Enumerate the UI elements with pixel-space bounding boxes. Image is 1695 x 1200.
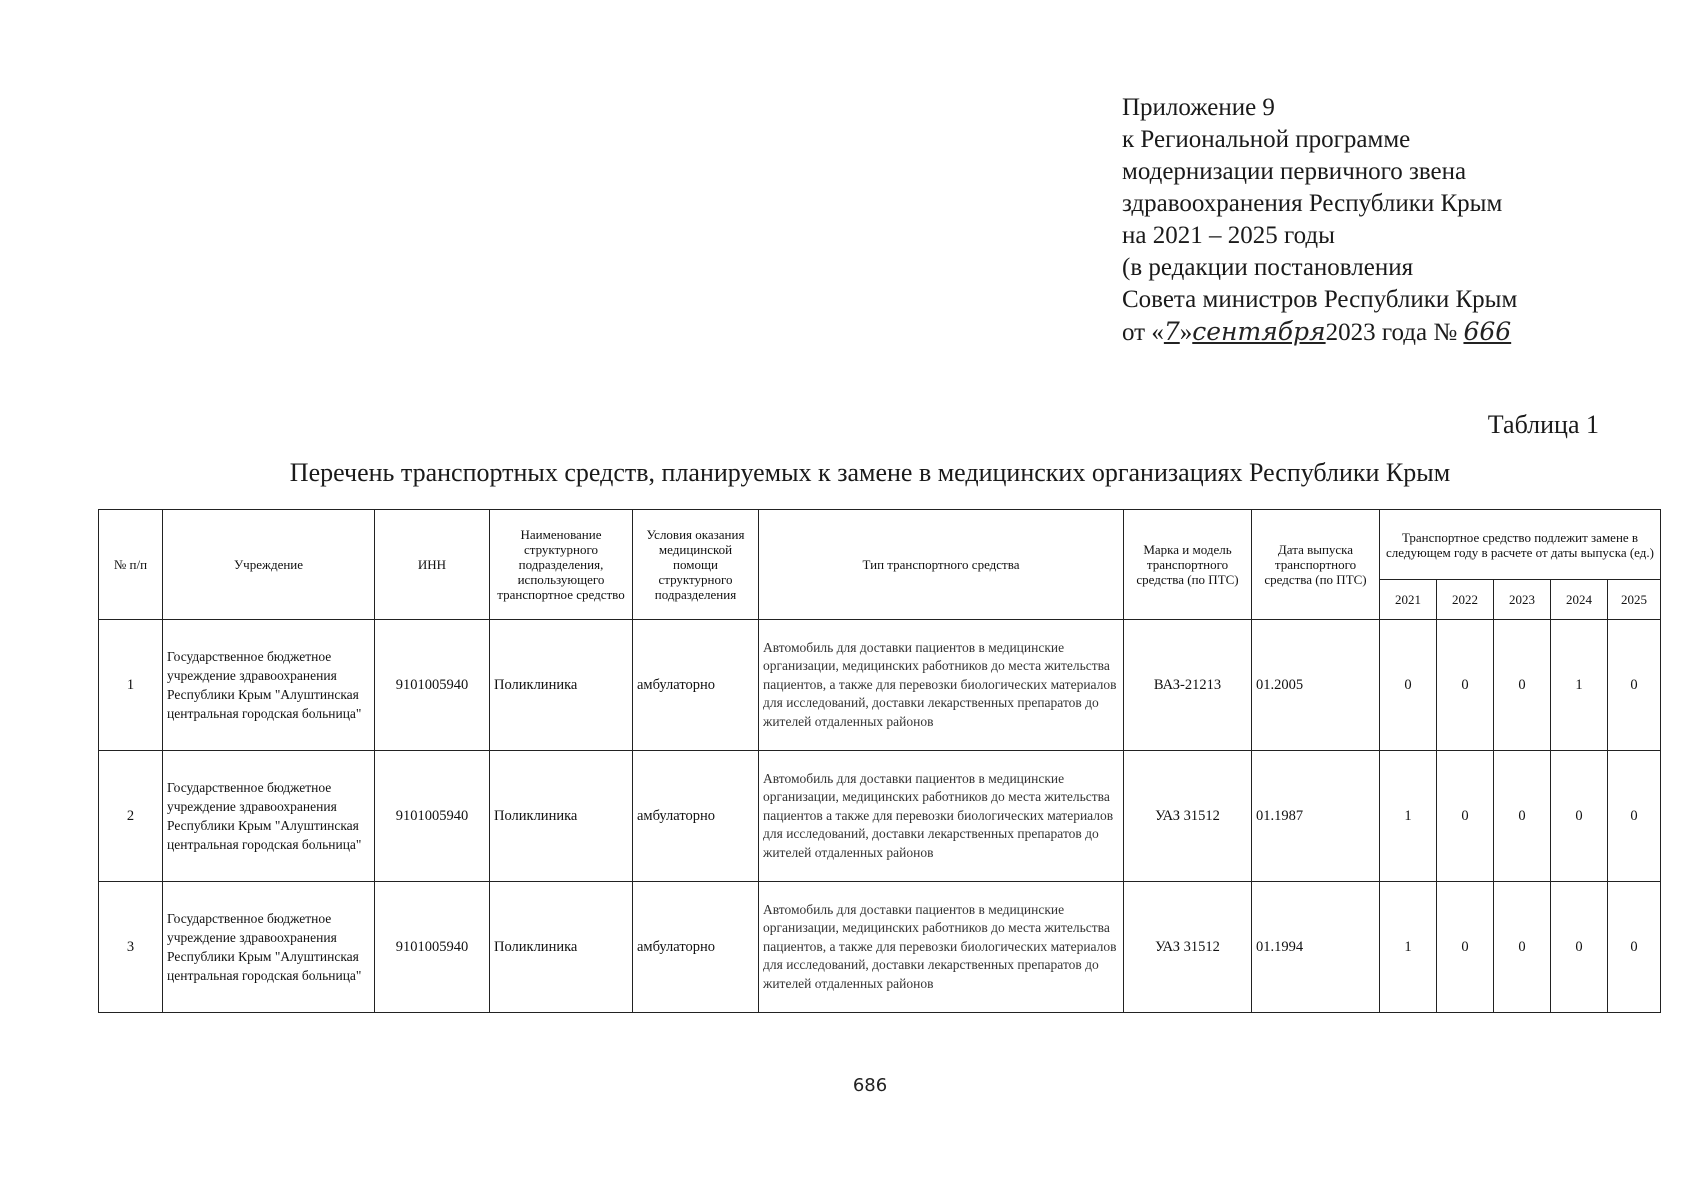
appendix-line: (в редакции постановления [1122, 254, 1414, 281]
cell-2025: 0 [1608, 620, 1661, 751]
cell-2023: 0 [1494, 620, 1551, 751]
header-inn: ИНН [375, 510, 490, 620]
appendix-line: здравоохранения Республики Крым [1122, 190, 1503, 217]
cell-2023: 0 [1494, 751, 1551, 882]
handwritten-day: 7 [1163, 317, 1180, 346]
cell-model: УАЗ 31512 [1124, 882, 1252, 1013]
cell-2025: 0 [1608, 751, 1661, 882]
table-label: Таблица 1 [1487, 410, 1599, 439]
appendix-date-line [1122, 316, 1517, 349]
cell-release-date: 01.1994 [1252, 882, 1380, 1013]
header-year: 2022 [1437, 580, 1494, 620]
cell-vehicle-type: Автомобиль для доставки пациентов в медицинские организации, медицинских работников до места жительства пациентов, а также для перевозки биологических материалов для исследований, доставки лекарственных препаратов до жителей отдаленных районов [759, 620, 1124, 751]
cell-2022: 0 [1437, 620, 1494, 751]
header-replacement: Транспортное средство подлежит замене в следующем году в расчете от даты выпуска (ед.) [1380, 510, 1661, 580]
cell-release-date: 01.1987 [1252, 751, 1380, 882]
cell-institution: Государственное бюджетное учреждение здравоохранения Республики Крым "Алуштинская центральная городская больница" [163, 751, 375, 882]
cell-2022: 0 [1437, 882, 1494, 1013]
appendix-line: к Региональной программе [1122, 126, 1411, 153]
table-row [99, 882, 1661, 1013]
header-year: 2025 [1608, 580, 1661, 620]
cell-conditions: амбулаторно [633, 620, 759, 751]
cell-2021: 0 [1380, 620, 1437, 751]
cell-model: УАЗ 31512 [1124, 751, 1252, 882]
page-number: 686 [852, 1075, 888, 1096]
appendix-line: Совета министров Республики Крым [1122, 286, 1518, 313]
header-year: 2021 [1380, 580, 1437, 620]
vehicle-table [98, 509, 1661, 1013]
cell-institution: Государственное бюджетное учреждение здравоохранения Республики Крым "Алуштинская центральная городская больница" [163, 882, 375, 1013]
document-title: Перечень транспортных средств, планируемых к замене в медицинских организациях Республики Крым [289, 458, 1451, 487]
date-suffix: 2023 года № [1325, 319, 1464, 346]
cell-subdivision: Поликлиника [490, 751, 633, 882]
header-vehicle-type: Тип транспортного средства [759, 510, 1124, 620]
cell-release-date: 01.2005 [1252, 620, 1380, 751]
header-subdivision: Наименование структурного подразделения, использующего транспортное средство [490, 510, 633, 620]
date-prefix: от « [1122, 319, 1164, 346]
cell-num: 2 [99, 751, 163, 882]
header-release-date: Дата выпуска транспортного средства (по ПТС) [1252, 510, 1380, 620]
cell-2024: 0 [1551, 882, 1608, 1013]
appendix-line: на 2021 – 2025 годы [1122, 222, 1335, 249]
header-num: № п/п [99, 510, 163, 620]
date-mid: » [1179, 319, 1193, 346]
cell-2023: 0 [1494, 882, 1551, 1013]
cell-2024: 1 [1551, 620, 1608, 751]
table-row [99, 620, 1661, 751]
appendix-header [1122, 92, 1517, 349]
cell-vehicle-type: Автомобиль для доставки пациентов в медицинские организации, медицинских работников до места жительства пациентов, а также для перевозки биологических материалов для исследований, доставки лекарственных препаратов до жителей отдаленных районов [759, 882, 1124, 1013]
appendix-line: Приложение 9 [1122, 94, 1275, 121]
cell-conditions: амбулаторно [633, 882, 759, 1013]
header-institution: Учреждение [163, 510, 375, 620]
cell-subdivision: Поликлиника [490, 882, 633, 1013]
cell-2024: 0 [1551, 751, 1608, 882]
appendix-line: модернизации первичного звена [1122, 158, 1467, 185]
cell-2022: 0 [1437, 751, 1494, 882]
cell-2021: 1 [1380, 882, 1437, 1013]
header-year: 2023 [1494, 580, 1551, 620]
cell-subdivision: Поликлиника [490, 620, 633, 751]
cell-institution: Государственное бюджетное учреждение здравоохранения Республики Крым "Алуштинская центральная городская больница" [163, 620, 375, 751]
cell-inn: 9101005940 [375, 751, 490, 882]
table-row [99, 751, 1661, 882]
handwritten-number: 666 [1463, 317, 1512, 346]
cell-conditions: амбулаторно [633, 751, 759, 882]
cell-2025: 0 [1608, 882, 1661, 1013]
cell-2021: 1 [1380, 751, 1437, 882]
cell-inn: 9101005940 [375, 882, 490, 1013]
header-model: Марка и модель транспортного средства (по ПТС) [1124, 510, 1252, 620]
cell-vehicle-type: Автомобиль для доставки пациентов в медицинские организации, медицинских работников до места жительства пациентов а также для перевозки биологических материалов для исследований, доставки лекарственных препаратов до жителей отдаленных районов [759, 751, 1124, 882]
handwritten-month: сентября [1192, 317, 1326, 346]
cell-num: 3 [99, 882, 163, 1013]
header-year: 2024 [1551, 580, 1608, 620]
cell-num: 1 [99, 620, 163, 751]
cell-model: ВАЗ-21213 [1124, 620, 1252, 751]
cell-inn: 9101005940 [375, 620, 490, 751]
header-conditions: Условия оказания медицинской помощи структурного подразделения [633, 510, 759, 620]
